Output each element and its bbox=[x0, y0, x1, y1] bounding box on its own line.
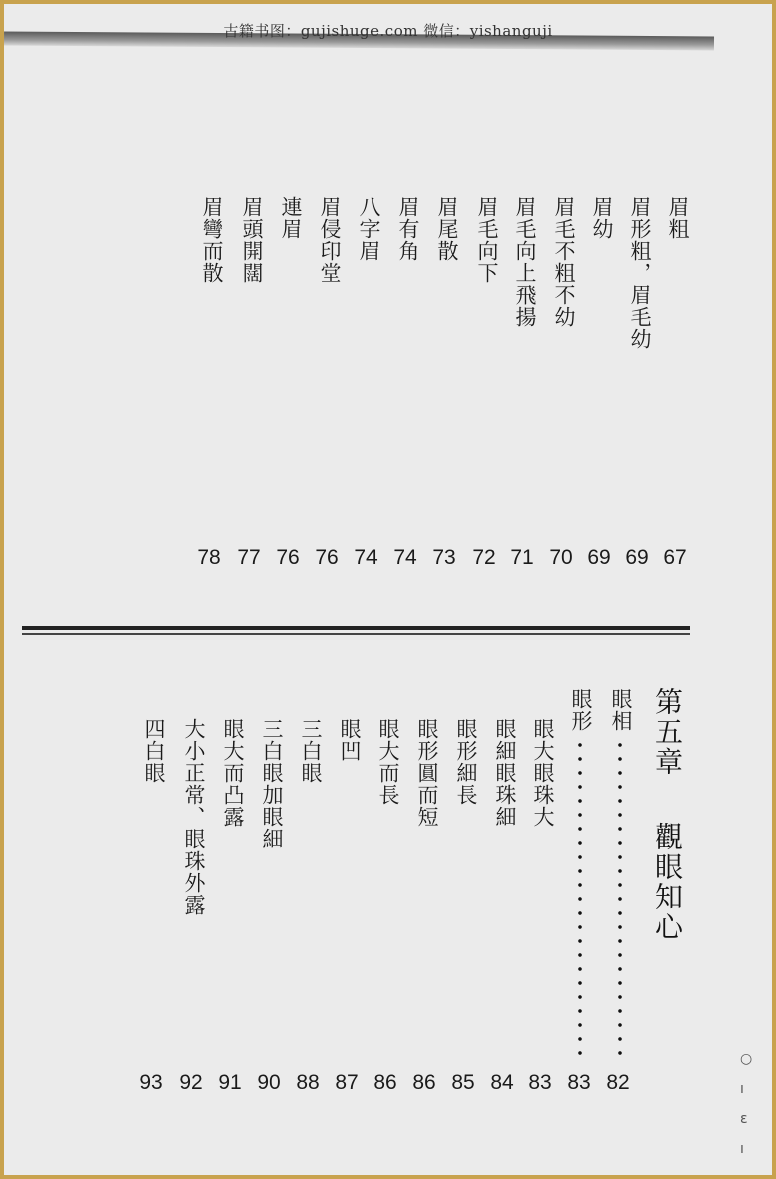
toc-entry-title: 眼大而凸露 bbox=[221, 718, 245, 828]
toc-entry-title: 連眉 bbox=[279, 196, 303, 240]
toc-entry-title: 眉有角 bbox=[396, 196, 420, 262]
toc-page-number: 92 bbox=[179, 1071, 203, 1094]
toc-entry-title: 眉粗 bbox=[666, 196, 690, 240]
section-divider bbox=[22, 626, 690, 630]
toc-page-number: 82 bbox=[606, 1071, 630, 1094]
toc-page-number: 71 bbox=[510, 546, 534, 569]
leader-dots bbox=[578, 738, 582, 1056]
toc-entry-title: 眉彎而散 bbox=[200, 196, 224, 284]
toc-page-number: 83 bbox=[528, 1071, 552, 1094]
toc-page-number: 77 bbox=[237, 546, 261, 569]
toc-entry-title: 眉毛向上飛揚 bbox=[513, 196, 537, 328]
toc-page-number: 84 bbox=[490, 1071, 514, 1094]
book-page bbox=[4, 4, 772, 1175]
chapter-title: 觀眼知心 bbox=[651, 822, 684, 942]
toc-page-number: 70 bbox=[549, 546, 573, 569]
watermark: 古籍书图：gujishuge.com 微信：yishanguji bbox=[223, 22, 553, 40]
toc-page-number: 74 bbox=[354, 546, 378, 569]
toc-entry-title: 眉毛不粗不幼 bbox=[552, 196, 576, 328]
scan-edge-marks: ○ ı ɛ ı bbox=[740, 1051, 753, 1157]
toc-entry-title: 眼凹 bbox=[338, 718, 362, 762]
leader-dots bbox=[618, 738, 622, 1056]
toc-page-number: 91 bbox=[218, 1071, 242, 1094]
toc-page-number: 85 bbox=[451, 1071, 475, 1094]
toc-page-number: 76 bbox=[315, 546, 339, 569]
toc-entry-title: 眉形粗，眉毛幼 bbox=[628, 196, 652, 350]
chapter-number: 第五章 bbox=[651, 687, 684, 777]
toc-page-number: 72 bbox=[472, 546, 496, 569]
toc-entry-title: 四白眼 bbox=[142, 718, 166, 784]
toc-entry-title: 眼形 bbox=[569, 688, 593, 732]
toc-entry-title: 眼形圓而短 bbox=[415, 718, 439, 828]
toc-entry-title: 三白眼 bbox=[299, 718, 323, 784]
toc-entry-title: 八字眉 bbox=[357, 196, 381, 262]
toc-entry-title: 眼形細長 bbox=[454, 718, 478, 806]
toc-page-number: 76 bbox=[276, 546, 300, 569]
toc-entry-title: 眼大而長 bbox=[376, 718, 400, 806]
toc-entry-title: 眉頭開闊 bbox=[240, 196, 264, 284]
toc-entry-title: 眉尾散 bbox=[435, 196, 459, 262]
toc-page-number: 74 bbox=[393, 546, 417, 569]
toc-page-number: 93 bbox=[139, 1071, 163, 1094]
toc-entry-title: 大小正常、眼珠外露 bbox=[182, 718, 206, 916]
toc-entry-title: 眼相 bbox=[609, 688, 633, 732]
toc-page-number: 87 bbox=[335, 1071, 359, 1094]
toc-page-number: 83 bbox=[567, 1071, 591, 1094]
toc-page-number: 67 bbox=[663, 546, 687, 569]
toc-page-number: 69 bbox=[625, 546, 649, 569]
section-divider-thin bbox=[22, 633, 690, 635]
toc-entry-title: 眉幼 bbox=[590, 196, 614, 240]
toc-entry-title: 眉侵印堂 bbox=[318, 196, 342, 284]
toc-page-number: 78 bbox=[197, 546, 221, 569]
toc-page-number: 90 bbox=[257, 1071, 281, 1094]
toc-entry-title: 三白眼加眼細 bbox=[260, 718, 284, 850]
toc-page-number: 69 bbox=[587, 546, 611, 569]
toc-page-number: 86 bbox=[412, 1071, 436, 1094]
toc-entry-title: 眼大眼珠大 bbox=[531, 718, 555, 828]
toc-page-number: 73 bbox=[432, 546, 456, 569]
toc-page-number: 88 bbox=[296, 1071, 320, 1094]
toc-page-number: 86 bbox=[373, 1071, 397, 1094]
toc-entry-title: 眼細眼珠細 bbox=[493, 718, 517, 828]
toc-entry-title: 眉毛向下 bbox=[475, 196, 499, 284]
